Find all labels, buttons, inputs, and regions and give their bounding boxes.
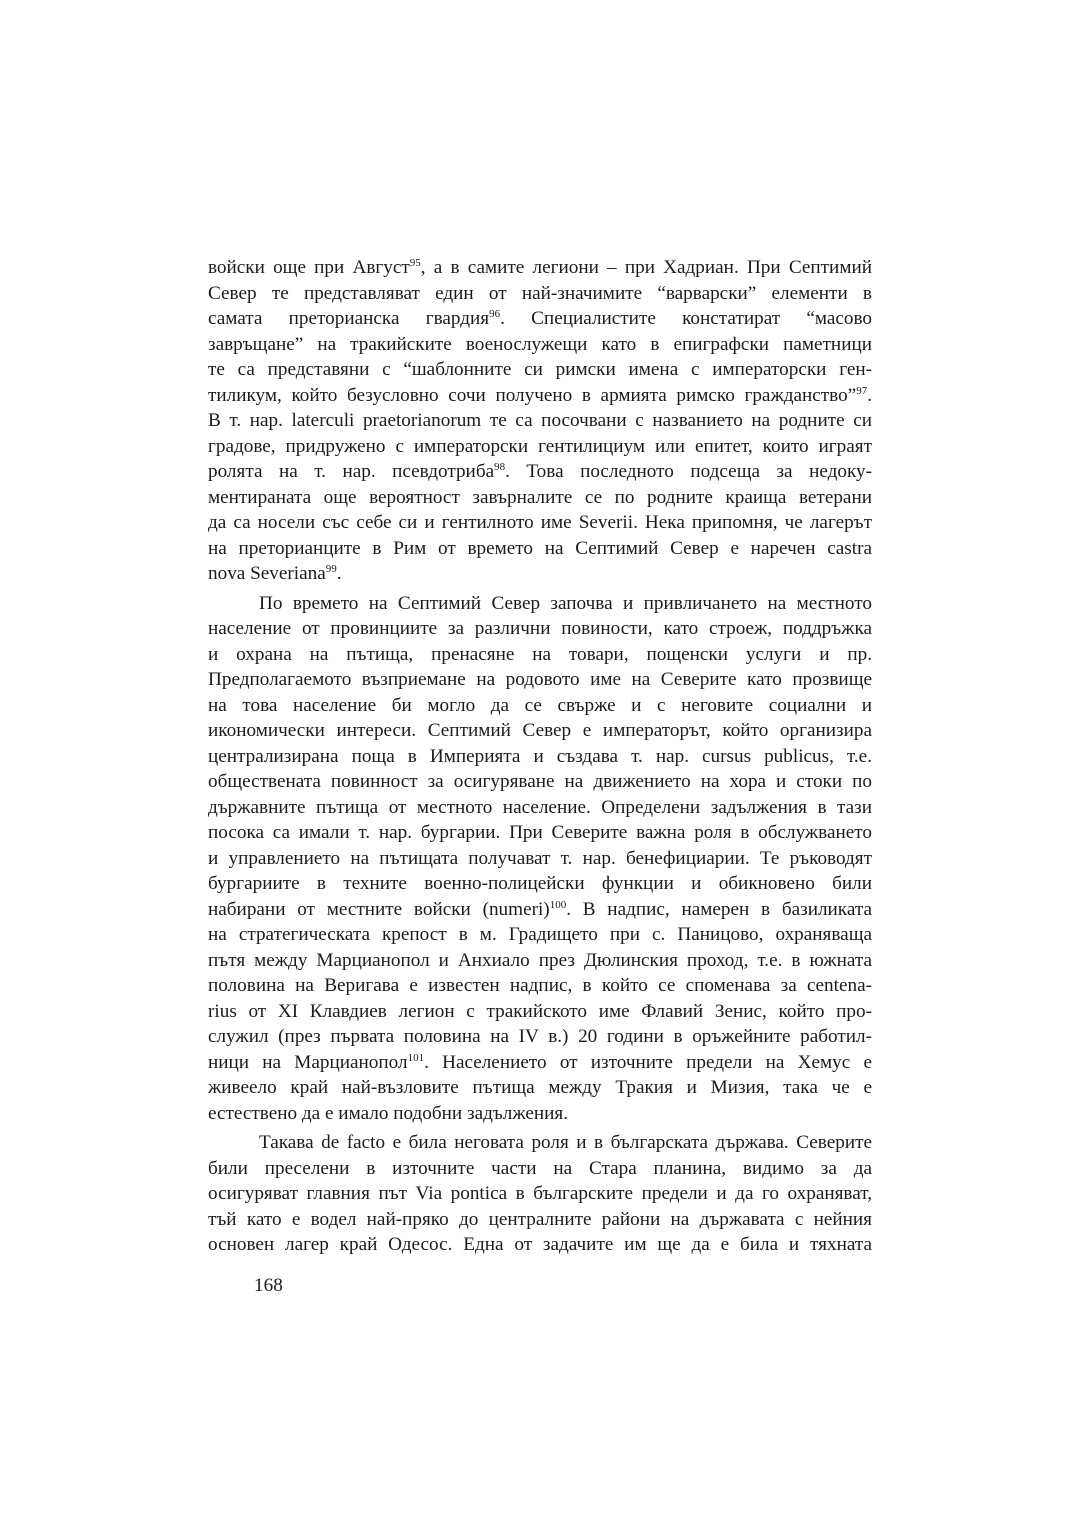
footnote-ref: 99 [325, 563, 337, 575]
body-text [208, 255, 872, 1258]
text-segment: половина на Веригава е известен надпис, в който се споменава за centena- [208, 975, 872, 996]
text-line [208, 769, 872, 795]
text-line [208, 510, 872, 536]
text-line [208, 281, 872, 307]
footnote-ref: 96 [489, 308, 501, 320]
text-line [208, 616, 872, 642]
text-segment: осигуряват главния път Via pontica в българските предели и да го охраняват, [208, 1183, 872, 1204]
text-line [208, 306, 872, 332]
text-segment: обществената повинност за осигуряване на движението на хора и стоки по [208, 771, 872, 792]
text-line [208, 999, 872, 1025]
text-segment: бургариите в техните военно-полицейски функции и обикновено били [208, 873, 872, 894]
text-line [208, 744, 872, 770]
text-segment: По времето на Септимий Север започва и привличането на местното [259, 592, 872, 614]
text-line [208, 591, 872, 617]
text-segment: Север те представляват един от най-значимите “варварски” елементи в [208, 282, 872, 304]
text-segment: пътя между Марцианопол и Анхиало през Дюлинския проход, т.е. в южната [208, 949, 872, 971]
text-line [208, 1130, 872, 1156]
footnote-ref: 97 [856, 384, 868, 397]
text-segment: ролята на т. нар. псевдотриба [208, 461, 495, 482]
footnote-ref: 98 [494, 461, 506, 473]
text-line [208, 332, 872, 358]
text-line [208, 434, 872, 460]
text-line [208, 693, 872, 719]
text-segment: самата преторианска гвардия [208, 308, 490, 329]
text-line [208, 357, 872, 383]
text-line [208, 1207, 872, 1233]
text-line [208, 1156, 872, 1182]
text-line [208, 1101, 872, 1127]
text-line [208, 1050, 872, 1076]
text-segment: rius от XI Клавдиев легион с тракийското име Флавий Зенис, който про- [208, 1000, 872, 1022]
text-segment: на това население би могло да се свърже и с неговите социални и [208, 694, 872, 716]
paragraph [208, 255, 872, 587]
text-segment: завръщане” на тракийските военослужещи като в епиграфски паметници [208, 333, 872, 355]
text-line [208, 718, 872, 744]
text-line [208, 667, 872, 693]
text-segment: ници на Марцианопол [208, 1051, 408, 1073]
text-segment: ментираната още вероятност завърналите се по родните краища ветерани [208, 486, 872, 508]
footnote-ref: 95 [409, 257, 421, 269]
text-segment: войски още при Август [208, 257, 410, 278]
text-line [208, 1075, 872, 1101]
text-line [208, 820, 872, 846]
text-segment: те са представяни с “шаблонните си римски имена с императорски ген- [208, 359, 872, 380]
text-segment: набирани от местните войски (numeri) [208, 898, 550, 920]
text-segment: посока са имали т. нар. бургарии. При Северите важна роля в обслужването [208, 822, 872, 843]
text-line [208, 1181, 872, 1207]
text-line [208, 383, 872, 409]
text-line [208, 536, 872, 562]
text-line [208, 1024, 872, 1050]
text-segment: nova Severiana [208, 563, 326, 584]
text-line [208, 871, 872, 897]
text-segment: . Специалистите констатират “масово [500, 308, 873, 329]
text-segment: тиликум, който безусловно сочи получено в армията римско гражданство” [208, 384, 857, 406]
text-line [208, 846, 872, 872]
text-segment: и охрана на пътища, пренасяне на товари, пощенски услуги и пр. [208, 643, 872, 665]
text-line [208, 973, 872, 999]
text-segment: население от провинциите за различни повиности, като строеж, поддръжка [208, 618, 872, 639]
text-segment: икономически интереси. Септимий Север е императорът, който организира [208, 720, 872, 741]
text-segment: В т. нар. laterculi praetorianorum те са посочвани с названието на родните си [208, 410, 872, 431]
text-line [208, 922, 872, 948]
text-segment: на преторианците в Рим от времето на Септимий Север е наречен castra [208, 537, 872, 559]
text-segment: държавните пътища от местното население. Определени задължения в тази [208, 796, 872, 818]
text-line [208, 642, 872, 668]
text-segment: Предполагаемото възприемане на родовото име на Северите като прозвище [208, 669, 872, 690]
page-number: 168 [254, 1275, 283, 1296]
footnote-ref: 100 [549, 898, 567, 911]
text-segment: били преселени в източните части на Стара планина, видимо за да [208, 1157, 872, 1179]
text-line [208, 408, 872, 434]
text-line [208, 897, 872, 923]
text-segment: . В надпис, намерен в базиликата [566, 898, 872, 920]
text-segment: . [867, 384, 872, 406]
text-segment: да са носели със себе си и гентилното име Severii. Нека припомня, че лагерът [208, 512, 872, 533]
text-segment: централизирана поща в Империята и създава т. нар. cursus publicus, т.е. [208, 745, 872, 767]
text-segment: градове, придружено с императорски гентилициум или епитет, които играят [208, 435, 872, 457]
text-line [208, 1232, 872, 1258]
text-segment: основен лагер край Одесос. Една от задачите им ще да е била и тяхната [208, 1234, 872, 1255]
text-segment: , а в самите легиони – при Хадриан. При Септимий [420, 257, 872, 278]
text-line [208, 795, 872, 821]
text-segment: . Населението от източните предели на Хемус е [424, 1051, 872, 1073]
footnote-ref: 101 [407, 1051, 425, 1064]
text-segment: Такава de facto е била неговата роля и в българската държава. Северите [259, 1132, 872, 1153]
text-segment: на стратегическата крепост в м. Градището при с. Паницово, охраняваща [208, 924, 872, 945]
text-line [208, 459, 872, 485]
text-segment: служил (през първата половина на IV в.) 20 години в оръжейните работил- [208, 1026, 872, 1047]
text-segment: живеело край най-възловите пътища между Тракия и Мизия, така че е [208, 1077, 872, 1098]
text-line [208, 561, 872, 587]
text-segment: и управлението на пътищата получават т. нар. бенефициарии. Те ръководят [208, 847, 872, 869]
text-line [208, 255, 872, 281]
text-line [208, 948, 872, 974]
paragraph [208, 591, 872, 1127]
text-segment: тъй като е водел най-пряко до централните райони на държавата с нейния [208, 1208, 872, 1230]
text-segment: . Това последното подсеща за недоку- [505, 461, 872, 482]
text-segment: . [336, 563, 342, 584]
paragraph [208, 1130, 872, 1258]
text-line [208, 485, 872, 511]
text-segment: естествено да е имало подобни задължения. [208, 1102, 569, 1124]
